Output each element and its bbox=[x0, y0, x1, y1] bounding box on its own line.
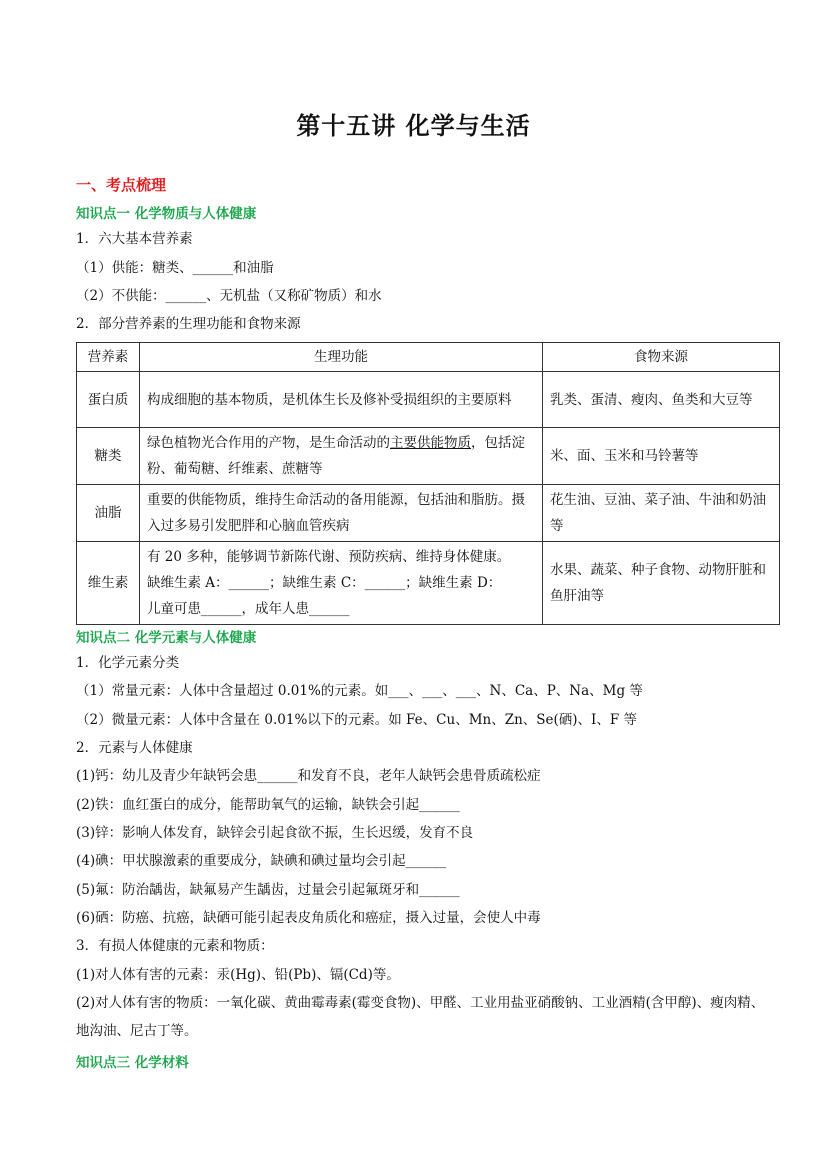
text-line: 3．有损人体健康的元素和物质： bbox=[76, 938, 274, 954]
text-line: 缺维生素 A：______；缺维生素 C：______；缺维生素 D： bbox=[147, 575, 502, 591]
text-line: 1．化学元素分类 bbox=[76, 655, 180, 671]
table-header-cell: 食物来源 bbox=[543, 343, 780, 372]
nutrient-table bbox=[76, 342, 780, 625]
text-line: 有 20 多种，能够调节新陈代谢、预防疾病、维持身体健康。 bbox=[147, 549, 511, 565]
text-line: (3)锌：影响人体发育，缺锌会引起食欲不振，生长迟缓，发育不良 bbox=[76, 825, 474, 841]
table-cell-function bbox=[140, 428, 543, 485]
table-cell-function bbox=[140, 542, 543, 625]
text-line: (1)钙：幼儿及青少年缺钙会患______和发育不良，老年人缺钙会患骨质疏松症 bbox=[76, 768, 541, 784]
table-cell-name: 糖类 bbox=[77, 428, 140, 485]
table-row bbox=[77, 485, 780, 542]
text-line: 2．元素与人体健康 bbox=[76, 740, 193, 756]
knowledge-point-3-heading: 知识点三 化学材料 bbox=[76, 1055, 189, 1071]
table-cell-name: 油脂 bbox=[77, 485, 140, 542]
table-cell-name: 蛋白质 bbox=[77, 372, 140, 428]
page-title: 第十五讲 化学与生活 bbox=[296, 112, 531, 140]
table-cell-source: 乳类、蛋清、瘦肉、鱼类和大豆等 bbox=[543, 372, 780, 428]
table-cell-function: 重要的供能物质，维持生命活动的备用能源，包括油和脂肪。摄入过多易引发肥胖和心脑血管疾病 bbox=[140, 485, 543, 542]
text-line: 2．部分营养素的生理功能和食物来源 bbox=[76, 316, 301, 332]
text-line: (5)氟：防治龋齿，缺氟易产生龋齿，过量会引起氟斑牙和______ bbox=[76, 882, 460, 898]
text-line: (6)硒：防癌、抗癌，缺硒可能引起表皮角质化和癌症，摄入过量，会使人中毒 bbox=[76, 910, 541, 926]
text-span: 绿色植物光合作用的产物，是生命活动的 bbox=[147, 435, 390, 451]
text-line: （1）常量元素：人体中含量超过 0.01%的元素。如___、___、___、N、Ca、P、Na、Mg 等 bbox=[76, 683, 643, 699]
text-span: ，包括淀粉、葡萄糖、纤维素、蔗糖等 bbox=[147, 435, 525, 477]
table-cell-name: 维生素 bbox=[77, 542, 140, 625]
table-header-cell: 营养素 bbox=[77, 343, 140, 372]
table-header-cell: 生理功能 bbox=[140, 343, 543, 372]
text-line: (1)对人体有害的元素：汞(Hg)、铅(Pb)、镉(Cd)等。 bbox=[76, 967, 400, 983]
table-cell-source: 花生油、豆油、菜子油、牛油和奶油等 bbox=[543, 485, 780, 542]
table-cell-source: 米、面、玉米和马铃薯等 bbox=[543, 428, 780, 485]
text-line: 儿童可患______，成年人患______ bbox=[147, 601, 350, 617]
text-line: (2)铁：血红蛋白的成分，能帮助氧气的运输，缺铁会引起______ bbox=[76, 797, 460, 813]
text-line: （1）供能：糖类、______和油脂 bbox=[76, 260, 274, 276]
table-row bbox=[77, 428, 780, 485]
table-cell-source: 水果、蔬菜、种子食物、动物肝脏和鱼肝油等 bbox=[543, 542, 780, 625]
text-line: （2）不供能：______、无机盐（又称矿物质）和水 bbox=[76, 288, 382, 304]
text-paragraph: (2)对人体有害的物质：一氧化碳、黄曲霉毒素(霉变食物)、甲醛、工业用盐亚硝酸钠、工业酒精(含甲醇)、瘦肉精、地沟油、尼古丁等。 bbox=[76, 995, 765, 1039]
table-cell-function: 构成细胞的基本物质，是机体生长及修补受损组织的主要原料 bbox=[140, 372, 543, 428]
text-line: （2）微量元素：人体中含量在 0.01%以下的元素。如 Fe、Cu、Mn、Zn、Se(硒)、I、F 等 bbox=[76, 712, 638, 728]
text-line: (4)碘：甲状腺激素的重要成分，缺碘和碘过量均会引起______ bbox=[76, 853, 447, 869]
table-header-row bbox=[77, 343, 780, 372]
text-line: 1．六大基本营养素 bbox=[76, 231, 193, 247]
table-row bbox=[77, 372, 780, 428]
section-heading: 一、考点梳理 bbox=[76, 176, 167, 194]
underlined-text: 主要供能物质 bbox=[390, 435, 471, 451]
table-row bbox=[77, 542, 780, 625]
knowledge-point-1-heading: 知识点一 化学物质与人体健康 bbox=[76, 206, 257, 222]
knowledge-point-2-heading: 知识点二 化学元素与人体健康 bbox=[76, 630, 257, 646]
